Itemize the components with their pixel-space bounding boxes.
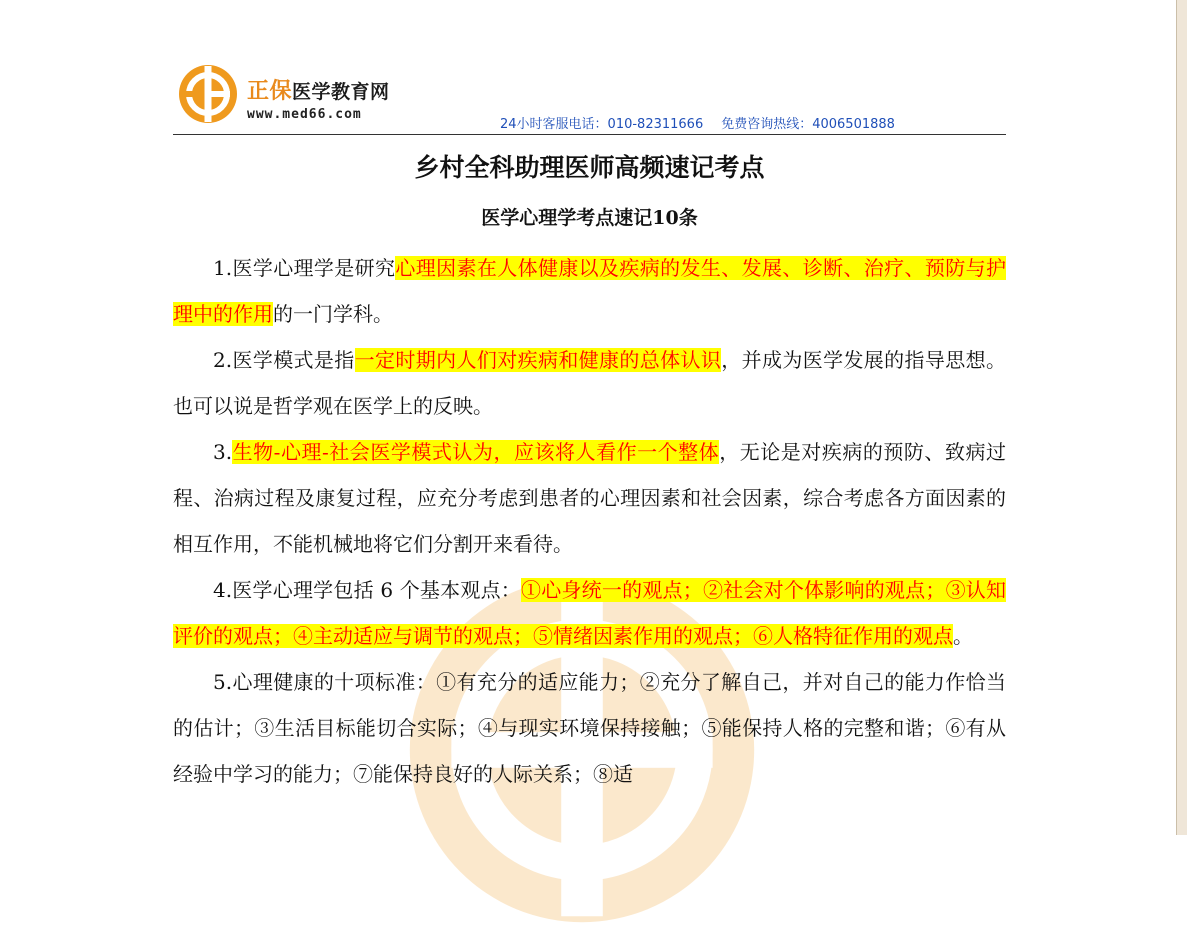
paragraph-text: 心理健康的十项标准：①有充分的适应能力；②充分了解自己，并对自己的能力作恰当的估计；③生活目标能切合实际；④与现实环境保持接触；⑤能保持人格的完整和谐；⑥有从经验中学习的能力；⑦能保持良好的人际关系；⑧适 xyxy=(173,670,1006,786)
paragraph-number: 5. xyxy=(213,670,233,694)
highlighted-text: 心理因素在人体健康以及疾病的发生、发展、诊断、治疗、预防与护理中的作用 xyxy=(173,256,1007,326)
paragraph-text: 医学心理学是研究 xyxy=(232,256,396,280)
paragraph-text: 医学心理学包括 6 个基本观点： xyxy=(232,578,522,602)
document-body xyxy=(173,245,1006,797)
paragraph-text: 的一门学科。 xyxy=(273,302,393,326)
brand-block xyxy=(247,74,390,122)
section-subtitle: 医学心理学考点速记10条 xyxy=(481,207,698,229)
brand-name-zhengbao: 正保 xyxy=(247,79,293,104)
paragraph-2 xyxy=(173,337,1006,429)
paragraph-3 xyxy=(173,429,1006,567)
paragraph-number: 2. xyxy=(213,348,233,372)
highlighted-text: 一定时期内人们对疾病和健康的总体认识 xyxy=(354,348,722,372)
document-title: 乡村全科助理医师高频速记考点 xyxy=(414,153,765,182)
paragraph-4 xyxy=(173,567,1006,659)
paragraph-text: ，无论是对疾病的预防、致病过程、治病过程及康复过程，应充分考虑到患者的心理因素和社会因素，综合考虑各方面因素的相互作用，不能机械地将它们分割开来看待。 xyxy=(173,440,1007,556)
hotline-phone: 24小时客服电话：010-82311666 xyxy=(500,117,704,132)
highlighted-text: ①心身统一的观点；②社会对个体影响的观点；③认知评价的观点；④主动适应与调节的观点；⑤情绪因素作用的观点；⑥人格特征作用的观点 xyxy=(173,578,1007,648)
paragraph-number: 3. xyxy=(213,440,233,464)
highlighted-text: 生物-心理-社会医学模式认为，应该将人看作一个整体 xyxy=(232,440,720,464)
paragraph-5 xyxy=(173,659,1006,797)
brand-url: www.med66.com xyxy=(247,107,362,122)
paragraph-text: ，并成为医学发展的指导思想。也可以说是哲学观在医学上的反映。 xyxy=(173,348,1007,418)
header-divider xyxy=(173,134,1006,135)
zhengbao-logo-icon xyxy=(176,62,240,126)
paragraph-text: 医学模式是指 xyxy=(232,348,355,372)
paragraph-number: 4. xyxy=(213,578,233,602)
window-edge-scrollbar[interactable] xyxy=(1176,0,1187,835)
paragraph-text: 。 xyxy=(953,624,973,648)
brand-name-rest: 医学教育网 xyxy=(292,81,390,103)
hotline-info xyxy=(500,113,895,132)
consult-phone: 免费咨询热线：4006501888 xyxy=(721,117,895,132)
paragraph-1 xyxy=(173,245,1006,337)
paragraph-number: 1. xyxy=(213,256,233,280)
brand-name xyxy=(247,74,390,105)
